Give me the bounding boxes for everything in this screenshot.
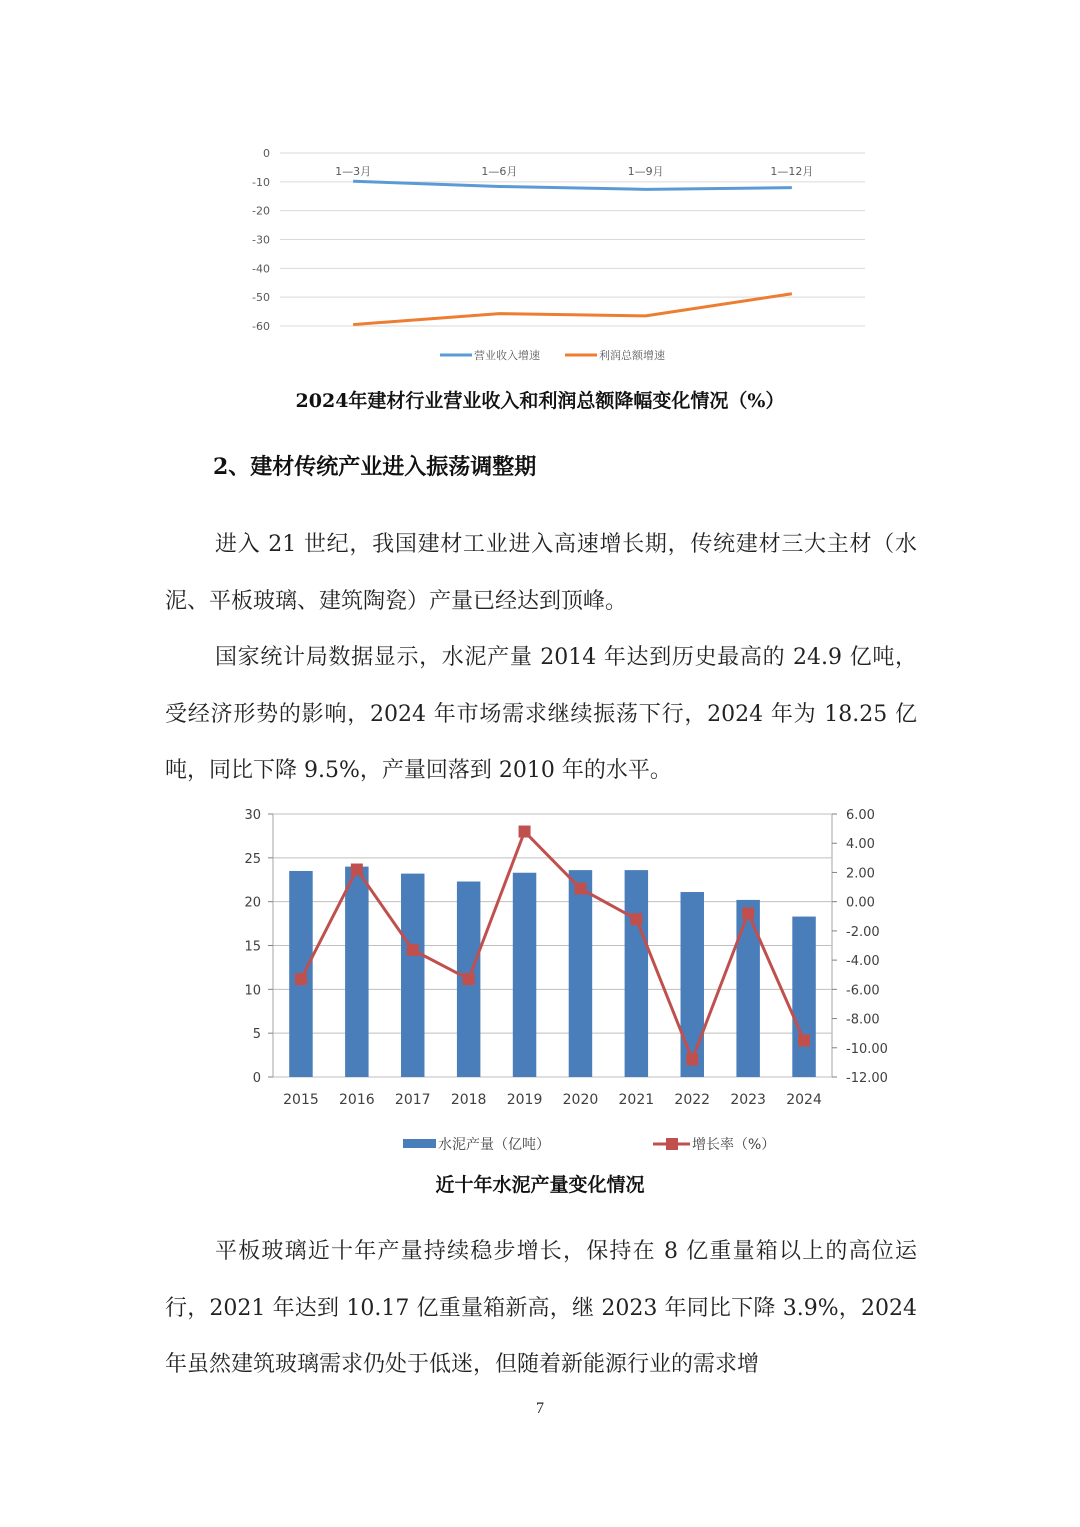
y2-tick-label: -10.00 [846,1041,888,1057]
y2-tick-label: 0.00 [846,895,875,911]
x-tick-label: 2017 [394,1092,431,1108]
y2-tick-label: 6.00 [846,808,875,823]
growth-marker [407,944,419,956]
y2-tick-label: -4.00 [846,954,880,970]
y2-tick-label: 4.00 [846,837,875,853]
x-tick-label: 2022 [674,1092,711,1108]
legend-swatch-bar [403,1139,436,1148]
bar [681,892,704,1077]
bar [569,870,592,1077]
x-tick-label: 2020 [562,1092,599,1108]
paragraph-3: 平板玻璃近十年产量持续稳步增长，保持在 8 亿重量箱以上的高位运行，2021 年达到 10.17 亿重量箱新高，继 2023 年同比下降 3.9%，2024 年虽然建筑玻璃需求仍处于低迷，但随着新能源行业的需求增 [165,1239,917,1377]
bar [345,867,368,1077]
growth-marker [463,973,475,985]
bar [792,917,815,1077]
growth-marker [574,883,586,895]
y2-tick-label: -8.00 [846,1012,880,1028]
growth-marker [630,913,642,925]
growth-marker [742,907,754,919]
page-number: 7 [536,1400,544,1417]
chart2-caption: 近十年水泥产量变化情况 [435,1174,645,1196]
y2-tick-label: -6.00 [846,983,880,999]
legend-label: 利润总额增速 [599,349,665,362]
growth-marker [351,864,363,876]
x-tick-label: 2016 [339,1092,375,1108]
y-tick-label: 0 [252,1071,261,1086]
x-tick-label: 2019 [506,1092,543,1108]
growth-marker [798,1034,810,1046]
series-line-0 [353,181,792,189]
section-heading: 2、建材传统产业进入振荡调整期 [213,454,537,480]
y-tick-label: -60 [252,320,270,333]
x-tick-label: 2023 [730,1092,766,1108]
bar [513,873,536,1077]
x-tick-label: 2024 [786,1092,822,1108]
legend-swatch-marker [666,1138,678,1150]
bar [401,874,424,1077]
y-tick-label: 5 [252,1027,261,1043]
y2-tick-label: 2.00 [846,866,875,882]
y2-tick-label: -2.00 [846,924,880,940]
y-tick-label: 30 [244,808,261,823]
legend-label: 水泥产量（亿吨） [438,1137,550,1153]
bar [736,900,759,1077]
paragraph-2: 国家统计局数据显示，水泥产量 2014 年达到历史最高的 24.9 亿吨，受经济形势的影响，2024 年市场需求继续振荡下行，2024 年为 18.25 亿吨，同比下降 9.5%，产量回落到 2010 年的水平。 [165,645,917,783]
y-tick-label: 15 [244,939,261,955]
y-tick-label: -30 [252,233,270,247]
legend-label: 营业收入增速 [474,349,540,362]
y-tick-label: -40 [252,262,270,276]
x-tick-label: 1—3月 [335,165,372,178]
y-tick-label: 0 [263,147,270,160]
y-tick-label: 20 [244,895,261,911]
x-tick-label: 2015 [283,1092,319,1108]
x-tick-label: 1—9月 [627,165,664,178]
cement-output-combo-chart [225,800,905,1165]
paragraph-1: 进入 21 世纪，我国建材工业进入高速增长期，传统建材三大主材（水泥、平板玻璃、建筑陶瓷）产量已经达到顶峰。 [165,532,917,614]
y2-tick-label: -12.00 [846,1071,888,1086]
y-tick-label: -20 [252,204,270,218]
chart1-caption: 2024年建材行业营业收入和利润总额降幅变化情况（%） [295,390,785,412]
x-tick-label: 2018 [450,1092,487,1108]
series-line-1 [353,294,792,325]
x-tick-label: 1—12月 [770,165,814,178]
legend-label: 增长率（%） [692,1137,776,1153]
x-tick-label: 2021 [618,1092,655,1108]
y-tick-label: 10 [244,983,261,999]
y-tick-label: -10 [252,175,270,189]
x-tick-label: 1—6月 [481,165,518,178]
growth-marker [519,826,531,838]
y-tick-label: 25 [244,851,261,867]
growth-marker [686,1053,698,1065]
revenue-profit-line-chart [230,140,890,375]
bar [625,870,648,1077]
growth-marker [295,973,307,985]
y-tick-label: -50 [252,291,270,305]
